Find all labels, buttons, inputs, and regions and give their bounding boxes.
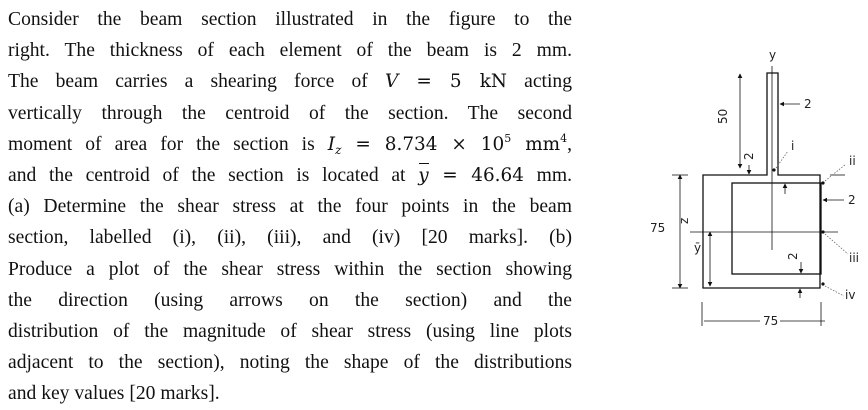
inner-box	[732, 183, 821, 274]
second-moment-exponent: 5	[504, 131, 512, 145]
shear-force-value: = 5 kN	[398, 71, 507, 93]
line6-post: mm.	[523, 165, 572, 187]
point-ii-label: ii	[849, 154, 856, 168]
point-i-label: i	[791, 139, 795, 153]
leader-iii	[825, 234, 848, 254]
problem-line-12: adjacent to the section), noting the shape of the distributions	[8, 352, 572, 374]
second-moment-equation	[327, 131, 568, 157]
point-ii-marker	[821, 181, 824, 184]
problem-statement	[8, 4, 572, 410]
problem-line-3	[8, 66, 572, 97]
shear-force-symbol: V	[384, 71, 399, 93]
centroid-equation	[418, 165, 524, 186]
problem-line-11: distribution of the magnitude of shear stress (using line plots	[8, 321, 572, 343]
web-inner-thickness-label: 2	[742, 152, 756, 160]
beam-section-figure	[620, 40, 868, 360]
width-label: 75	[763, 314, 779, 328]
y-axis-label: y	[769, 48, 777, 62]
z-axis-label: z	[677, 217, 691, 224]
ybar-label: ȳ	[694, 241, 702, 255]
shear-force-equation	[385, 71, 507, 92]
point-iv-label: iv	[845, 288, 856, 302]
centroid-value: = 46.64	[428, 165, 524, 187]
second-moment-unit: mm	[511, 133, 561, 155]
web-height-label: 50	[716, 108, 730, 124]
centroid-symbol: y	[418, 160, 428, 191]
problem-line-2: right. The thickness of each element of the beam is 2 mm.	[8, 40, 572, 62]
problem-line-9: Produce a plot of the shear stress within the section showing	[8, 258, 572, 280]
point-i-marker	[772, 168, 775, 171]
axes	[690, 66, 838, 250]
line5-post: ,	[567, 133, 572, 155]
point-markers	[772, 168, 824, 285]
line6-pre: and the centroid of the section is located at	[8, 165, 419, 187]
problem-line-4: vertically through the centroid of the section. The second	[8, 102, 572, 124]
problem-line-6	[8, 160, 572, 191]
point-iii-label: iii	[849, 251, 860, 265]
web-thickness-label: 2	[804, 97, 812, 111]
line3-pre: The beam carries a shearing force of	[8, 71, 385, 93]
problem-line-1: Consider the beam section illustrated in the figure to the	[8, 9, 572, 30]
second-moment-value: = 8.734 × 10	[341, 133, 505, 155]
leader-iv	[825, 286, 844, 296]
second-moment-symbol: I	[327, 133, 336, 155]
problem-line-7: (a) Determine the shear stress at the four points in the beam	[8, 196, 572, 218]
second-moment-subscript: z	[335, 142, 342, 157]
problem-line-5	[8, 129, 572, 160]
line3-post: acting	[506, 71, 573, 93]
leader-ii	[825, 164, 846, 181]
problem-line-10: the direction (using arrows on the section) and the	[8, 289, 572, 311]
point-iii-marker	[821, 230, 824, 233]
line5-pre: moment of area for the section is	[8, 133, 328, 155]
second-moment-unit-exponent: 4	[560, 131, 568, 145]
side-thickness-label: 2	[848, 193, 856, 207]
outer-outline	[703, 73, 820, 288]
problem-line-13: and key values [20 marks].	[8, 383, 220, 405]
total-height-label: 75	[650, 221, 666, 235]
problem-line-8: section, labelled (i), (ii), (iii), and (iv) [20 marks]. (b)	[8, 227, 572, 249]
point-iv-marker	[821, 282, 824, 285]
bottom-thickness-label: 2	[786, 252, 800, 260]
